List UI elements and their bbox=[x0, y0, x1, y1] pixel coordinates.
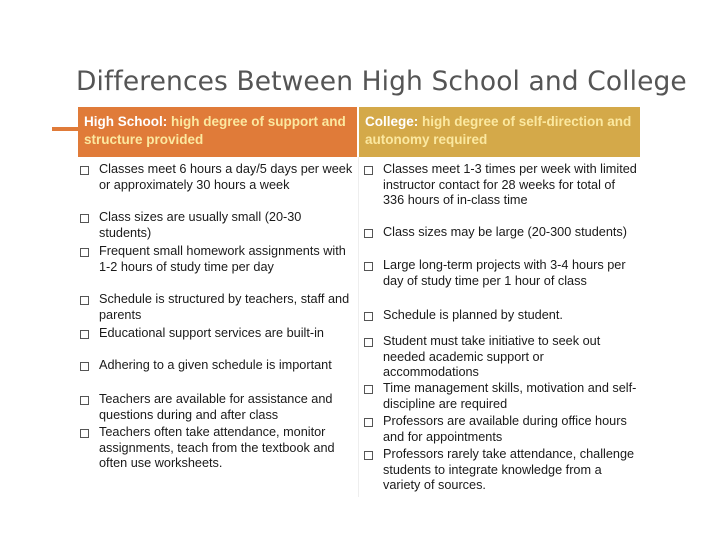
college-header-prefix: College: bbox=[365, 114, 419, 129]
square-bullet-icon bbox=[364, 451, 373, 460]
high-school-item-text: Teachers often take attendance, monitor assignments, teach from the textbook and often use worksheets. bbox=[99, 425, 335, 470]
high-school-item bbox=[80, 210, 356, 244]
high-school-item-text: Class sizes are usually small (20-30 students) bbox=[99, 210, 302, 240]
college-item bbox=[364, 414, 638, 447]
college-item-text: Schedule is planned by student. bbox=[383, 308, 563, 322]
table-body bbox=[78, 157, 640, 497]
square-bullet-icon bbox=[364, 312, 373, 321]
college-item-text: Professors rarely take attendance, challenge students to integrate knowledge from a variety of sources. bbox=[383, 447, 635, 492]
high-school-item-text: Schedule is structured by teachers, staff and parents bbox=[99, 292, 350, 322]
square-bullet-icon bbox=[80, 330, 89, 339]
college-item-text: Student must take initiative to seek out needed academic support or accommodations bbox=[383, 334, 601, 379]
comparison-table bbox=[78, 107, 640, 497]
college-item bbox=[364, 162, 638, 225]
college-item bbox=[364, 447, 638, 497]
table-header-row bbox=[78, 107, 640, 157]
college-item bbox=[364, 381, 638, 414]
square-bullet-icon bbox=[80, 296, 89, 305]
high-school-item bbox=[80, 358, 356, 392]
college-header bbox=[359, 107, 640, 157]
square-bullet-icon bbox=[80, 214, 89, 223]
high-school-item-text: Educational support services are built-in bbox=[99, 326, 324, 340]
square-bullet-icon bbox=[364, 418, 373, 427]
high-school-item bbox=[80, 162, 356, 210]
high-school-header bbox=[78, 107, 359, 157]
high-school-item bbox=[80, 425, 356, 475]
college-header-highlight: high degree of self-direction and autonomy required bbox=[365, 114, 632, 147]
high-school-item-text: Classes meet 6 hours a day/5 days per week or approximately 30 hours a week bbox=[99, 162, 353, 192]
square-bullet-icon bbox=[364, 229, 373, 238]
college-item bbox=[364, 308, 638, 334]
square-bullet-icon bbox=[80, 396, 89, 405]
college-item-text: Classes meet 1-3 times per week with limited instructor contact for 28 weeks for total of 336 hours of in-class time bbox=[383, 162, 637, 207]
college-column bbox=[359, 157, 640, 497]
college-item bbox=[364, 334, 638, 381]
high-school-column bbox=[78, 157, 359, 497]
high-school-item-text: Frequent small homework assignments with 1-2 hours of study time per day bbox=[99, 244, 346, 274]
square-bullet-icon bbox=[80, 362, 89, 371]
college-item-text: Professors are available during office hours and for appointments bbox=[383, 414, 627, 444]
square-bullet-icon bbox=[364, 338, 373, 347]
square-bullet-icon bbox=[364, 166, 373, 175]
college-item bbox=[364, 225, 638, 258]
college-item-text: Time management skills, motivation and self-discipline are required bbox=[383, 381, 637, 411]
square-bullet-icon bbox=[364, 262, 373, 271]
high-school-item bbox=[80, 292, 356, 326]
square-bullet-icon bbox=[80, 248, 89, 257]
high-school-item bbox=[80, 392, 356, 425]
high-school-item bbox=[80, 244, 356, 292]
high-school-item-text: Adhering to a given schedule is important bbox=[99, 358, 332, 372]
square-bullet-icon bbox=[364, 385, 373, 394]
square-bullet-icon bbox=[80, 166, 89, 175]
high-school-item bbox=[80, 326, 356, 358]
college-item-text: Large long-term projects with 3-4 hours per day of study time per 1 hour of class bbox=[383, 258, 626, 288]
slide-title: Differences Between High School and College bbox=[76, 66, 687, 97]
high-school-header-highlight: high degree of support and structure provided bbox=[84, 114, 346, 147]
high-school-header-prefix: High School: bbox=[84, 114, 168, 129]
high-school-item-text: Teachers are available for assistance and questions during and after class bbox=[99, 392, 333, 422]
college-item-text: Class sizes may be large (20-300 students) bbox=[383, 225, 627, 239]
square-bullet-icon bbox=[80, 429, 89, 438]
college-item bbox=[364, 258, 638, 308]
